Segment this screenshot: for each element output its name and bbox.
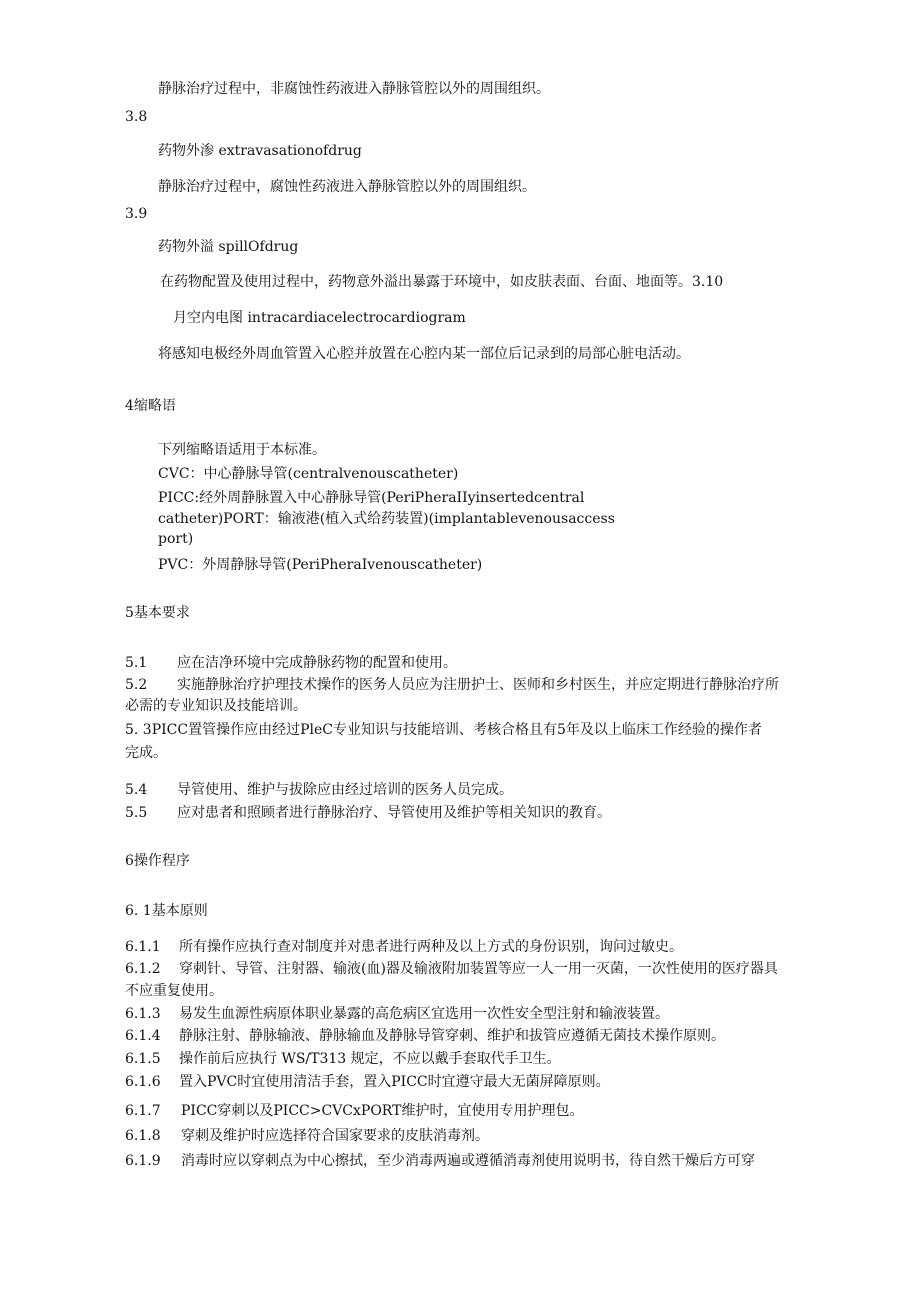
term-3-10: 月空内电图 intracardiacelectrocardiogram xyxy=(173,310,466,326)
clause-number-3-9: 3.9 xyxy=(125,206,148,222)
clause-6-1-3: 易发生血源性病原体职业暴露的高危病区宜选用一次性安全型注射和输液装置。 xyxy=(179,1006,669,1022)
clause-number-6-1-7: 6.1.7 xyxy=(125,1103,161,1119)
clause-6-1-6: 置入PVC时宜使用清洁手套，置入PICC时宜遵守最大无菌屏障原则。 xyxy=(179,1074,610,1090)
clause-5-3-line2: 完成。 xyxy=(125,745,167,761)
clause-6-1-9: 消毒时应以穿刺点为中心擦拭，至少消毒两遍或遵循消毒剂使用说明书，待自然干燥后方可穿 xyxy=(181,1153,755,1169)
clause-number-6-1-8: 6.1.8 xyxy=(125,1128,161,1144)
definition-3-8: 静脉治疗过程中，腐蚀性药液进入静脉管腔以外的周围组织。 xyxy=(158,179,536,195)
definition-3-10: 将感知电极经外周血管置入心腔并放置在心腔内某一部位后记录到的局部心脏电活动。 xyxy=(158,346,690,362)
clause-5-5: 应对患者和照顾者进行静脉治疗、导管使用及维护等相关知识的教育。 xyxy=(177,805,611,821)
term-3-9: 药物外溢 spillOfdrug xyxy=(158,239,299,255)
section-heading-4: 4缩略语 xyxy=(125,398,176,414)
section-heading-6: 6操作程序 xyxy=(125,853,190,869)
clause-number-6-1-6: 6.1.6 xyxy=(125,1074,161,1090)
clause-number-6-1-1: 6.1.1 xyxy=(125,939,161,955)
clause-6-1-7: PICC穿刺以及PICC>CVCxPORT维护时，宜使用专用护理包。 xyxy=(181,1103,584,1119)
abbrev-picc-line2: catheter)PORT：输液港(植入式给药装置)(implantablevenousaccess xyxy=(158,511,615,527)
clause-6-1-2-line2: 不应重复使用。 xyxy=(125,983,223,999)
abbrev-picc-line1: PICC:经外周静脉置入中心静脉导管(PeriPheraIIyinsertedcentral xyxy=(158,490,585,506)
clause-6-1-5: 操作前后应执行 WS/T313 规定，不应以戴手套取代手卫生。 xyxy=(179,1051,561,1067)
abbrev-intro: 下列缩略语适用于本标准。 xyxy=(158,442,326,458)
clause-6-1-4: 静脉注射、静脉输液、静脉输血及静脉导管穿刺、维护和拔管应遵循无菌技术操作原则。 xyxy=(179,1028,725,1044)
clause-6-1-2-line1: 穿刺针、导管、注射器、输液(血)器及输液附加装置等应一人一用一灭菌，一次性使用的医疗器具 xyxy=(179,961,778,977)
definition-3-7: 静脉治疗过程中，非腐蚀性药液进入静脉管腔以外的周围组织。 xyxy=(158,81,550,97)
clause-5-3-line1: 5. 3PICC置管操作应由经过PleC专业知识与技能培训、考核合格且有5年及以上临床工作经验的操作者 xyxy=(125,722,762,738)
clause-number-5-2: 5.2 xyxy=(125,677,148,693)
abbrev-cvc: CVC：中心静脉导管(centralvenouscatheter) xyxy=(158,466,459,482)
section-heading-5: 5基本要求 xyxy=(125,605,190,621)
clause-number-5-4: 5.4 xyxy=(125,782,148,798)
definition-3-9: 在药物配置及使用过程中，药物意外溢出暴露于环境中，如皮肤表面、台面、地面等。3.10 xyxy=(160,274,724,290)
clause-number-6-1-9: 6.1.9 xyxy=(125,1153,161,1169)
clause-5-4: 导管使用、维护与拔除应由经过培训的医务人员完成。 xyxy=(177,782,513,798)
clause-6-1-1: 所有操作应执行查对制度并对患者进行两种及以上方式的身份识别，询问过敏史。 xyxy=(179,939,683,955)
clause-6-1-8: 穿刺及维护时应选择符合国家要求的皮肤消毒剂。 xyxy=(181,1128,489,1144)
abbrev-pvc: PVC：外周静脉导管(PeriPheraIvenouscatheter) xyxy=(158,557,483,573)
abbrev-picc-line3: port) xyxy=(158,531,194,547)
clause-number-5-1: 5.1 xyxy=(125,655,148,671)
subsection-heading-6-1: 6. 1基本原则 xyxy=(125,903,208,919)
clause-number-6-1-2: 6.1.2 xyxy=(125,961,161,977)
clause-5-2-line1: 实施静脉治疗护理技术操作的医务人员应为注册护士、医师和乡村医生，并应定期进行静脉治疗所 xyxy=(177,677,779,693)
term-3-8: 药物外渗 extravasationofdrug xyxy=(158,143,362,159)
clause-5-1: 应在洁净环境中完成静脉药物的配置和使用。 xyxy=(177,655,457,671)
clause-number-6-1-3: 6.1.3 xyxy=(125,1006,161,1022)
clause-number-6-1-5: 6.1.5 xyxy=(125,1051,161,1067)
clause-number-3-8: 3.8 xyxy=(125,109,148,125)
clause-number-5-5: 5.5 xyxy=(125,805,148,821)
clause-5-2-line2: 必需的专业知识及技能培训。 xyxy=(125,698,307,714)
clause-number-6-1-4: 6.1.4 xyxy=(125,1028,161,1044)
